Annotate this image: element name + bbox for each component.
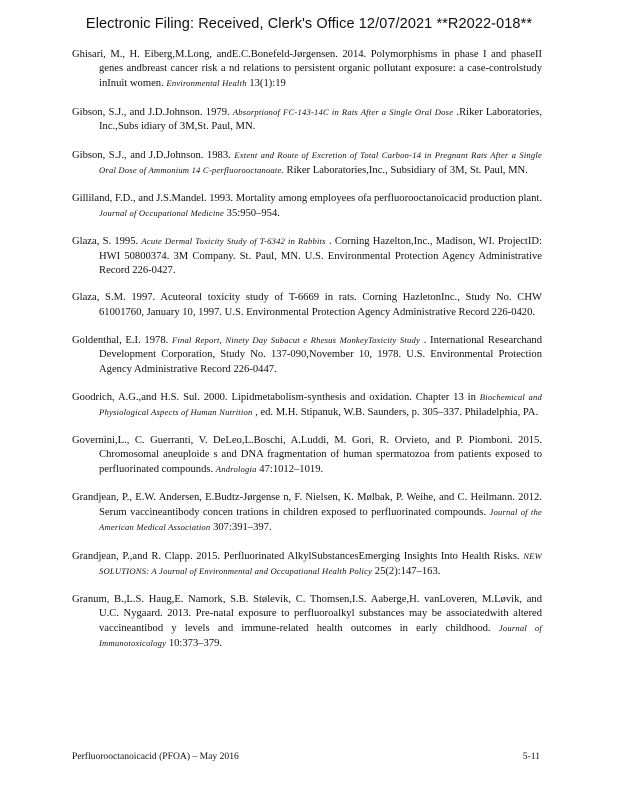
reference-entry	[72, 105, 542, 134]
reference-entry	[72, 192, 542, 221]
reference-entry	[72, 148, 542, 178]
reference-citation: 13(1):19	[246, 78, 286, 90]
reference-text: Glaza, S.M. 1997. Acuteoral toxicity study of T-6669 in rats. Corning HazletonInc., Study No. CHW 61001760, January 10, 1997. U.S. Environmental Protection Agency Administrative Record 226-0420.	[72, 292, 542, 318]
reference-text: Glaza, S. 1995.	[72, 236, 142, 248]
footer-document-title: Perfluorooctanoicacid (PFOA) – May 2016	[72, 751, 239, 762]
reference-journal: Journal of Immunotoxicology	[99, 623, 542, 649]
reference-citation: . International Researchand Development Corporation, Study No. 137-090,November 10, 1978. U.S. Environmental Protection Agency Administrative Record 226-0447.	[99, 335, 542, 375]
reference-entry	[72, 593, 542, 652]
reference-citation: Riker Laboratories,Inc., Subsidiary of 3M, St. Paul, MN.	[283, 165, 528, 176]
reference-journal: Biochemical and Physiological Aspects of Human Nutrition	[99, 392, 542, 418]
reference-text: Ghisari, M., H. Eiberg,M.Long, andE.C.Bonefeld-Jørgensen. 2014. Polymorphisms in phase I and phaseII genes andbreast cancer risk a nd relations to persistent organic pollutant exposure: a case-controlstudy inInuit women.	[72, 49, 542, 90]
reference-text: Grandjean, P., E.W. Andersen, E.Budtz-Jørgense n, F. Nielsen, K. Mølbak, P. Weihe, and C. Heilmann. 2012. Serum vaccineantibody concen trations in children exposed to perfluorinated compounds.	[72, 491, 542, 519]
reference-journal: NEW SOLUTIONS: A Journal of Environmental and Occupational Health Policy	[99, 550, 542, 577]
reference-text: Gilliland, F.D., and J.S.Mandel. 1993. Mortality among employees ofa perfluorooctanoicacid production plant.	[72, 192, 542, 204]
reference-citation: . Corning Hazelton,Inc., Madison, WI. ProjectID: HWI 50800374. 3M Company. St. Paul, MN. U.S. Environmental Protection Agency Administrative Record 226-0427.	[99, 236, 542, 276]
reference-citation: 25(2):147–163.	[372, 566, 441, 578]
reference-entry	[72, 491, 542, 536]
reference-text: Goldenthal, E.I. 1978.	[72, 335, 172, 347]
reference-entry	[72, 390, 542, 420]
reference-text: Gibson, S.J., and J.D.Johnson. 1979.	[72, 107, 233, 118]
reference-text: Grandjean, P.,and R. Clapp. 2015. Perfluorinated AlkylSubstancesEmerging Insights Into Health Risks.	[72, 550, 524, 562]
reference-citation: , ed. M.H. Stipanuk, W.B. Saunders, p. 305–337. Philadelphia, PA.	[252, 407, 539, 419]
reference-citation: 35:950–954.	[224, 207, 280, 219]
reference-citation: .Riker Laboratories, Inc.,Subs idiary of 3M,St. Paul, MN.	[99, 107, 543, 133]
reference-journal: Journal of the American Medical Association	[99, 507, 542, 533]
reference-journal: Journal of Occupational Medicine	[99, 207, 225, 218]
reference-journal: Absorptionof FC-143-14C in Rats After a Single Oral Dose	[232, 107, 454, 117]
reference-entry	[72, 291, 542, 319]
reference-entry	[72, 434, 542, 478]
reference-text: Governini,L., C. Guerranti, V. DeLeo,L.Boschi, A.Luddi, M. Gori, R. Orvieto, and P. Piomboni. 2015. Chromosomal aneuploide s and DNA fragmentation of human spermatozoa from patients exposed to perfluorinated compounds.	[72, 434, 542, 476]
reference-text: Gibson, S.J., and J.D.Johnson. 1983.	[72, 149, 235, 161]
reference-citation: 307:391–397.	[210, 522, 272, 534]
reference-journal: Extent and Route of Excretion of Total Carbon-14 in Pregnant Rats After a Single Oral Dose of Ammonium 14 C-perfluorooctanoate.	[99, 149, 543, 175]
reference-list	[72, 48, 542, 665]
reference-journal: Environmental Health	[166, 78, 247, 89]
reference-journal: Andrologia	[215, 464, 257, 475]
reference-entry	[72, 234, 542, 278]
reference-journal: Final Report, Ninety Day Subacut e Rhesus MonkeyToxicity Study	[171, 335, 420, 346]
reference-text: Granum, B.,L.S. Haug,E. Namork, S.B. Stølevik, C. Thomsen,I.S. Aaberge,H. vanLoveren, M.Løvik, and U.C. Nygaard. 2013. Pre-natal exposure to perfluoroalkyl substances may be associatedwith altered vaccineantibod y levels and immune-related health outcomes in early childhood.	[72, 593, 542, 635]
reference-journal: Acute Dermal Toxicity Study of T-6342 in Rabbits	[141, 236, 326, 247]
reference-entry	[72, 48, 542, 92]
reference-citation: 10:373–379.	[166, 638, 223, 650]
page-number: 5-11	[522, 751, 540, 762]
reference-citation: 47:1012–1019.	[256, 464, 324, 476]
reference-entry	[72, 333, 542, 377]
reference-entry	[72, 549, 542, 579]
page-footer	[72, 751, 540, 762]
filing-header: Electronic Filing: Received, Clerk's Office 12/07/2021 **R2022-018**	[85, 16, 533, 32]
reference-text: Goodrich, A.G.,and H.S. Sul. 2000. Lipidmetabolism-synthesis and oxidation. Chapter 13 in	[72, 392, 480, 404]
